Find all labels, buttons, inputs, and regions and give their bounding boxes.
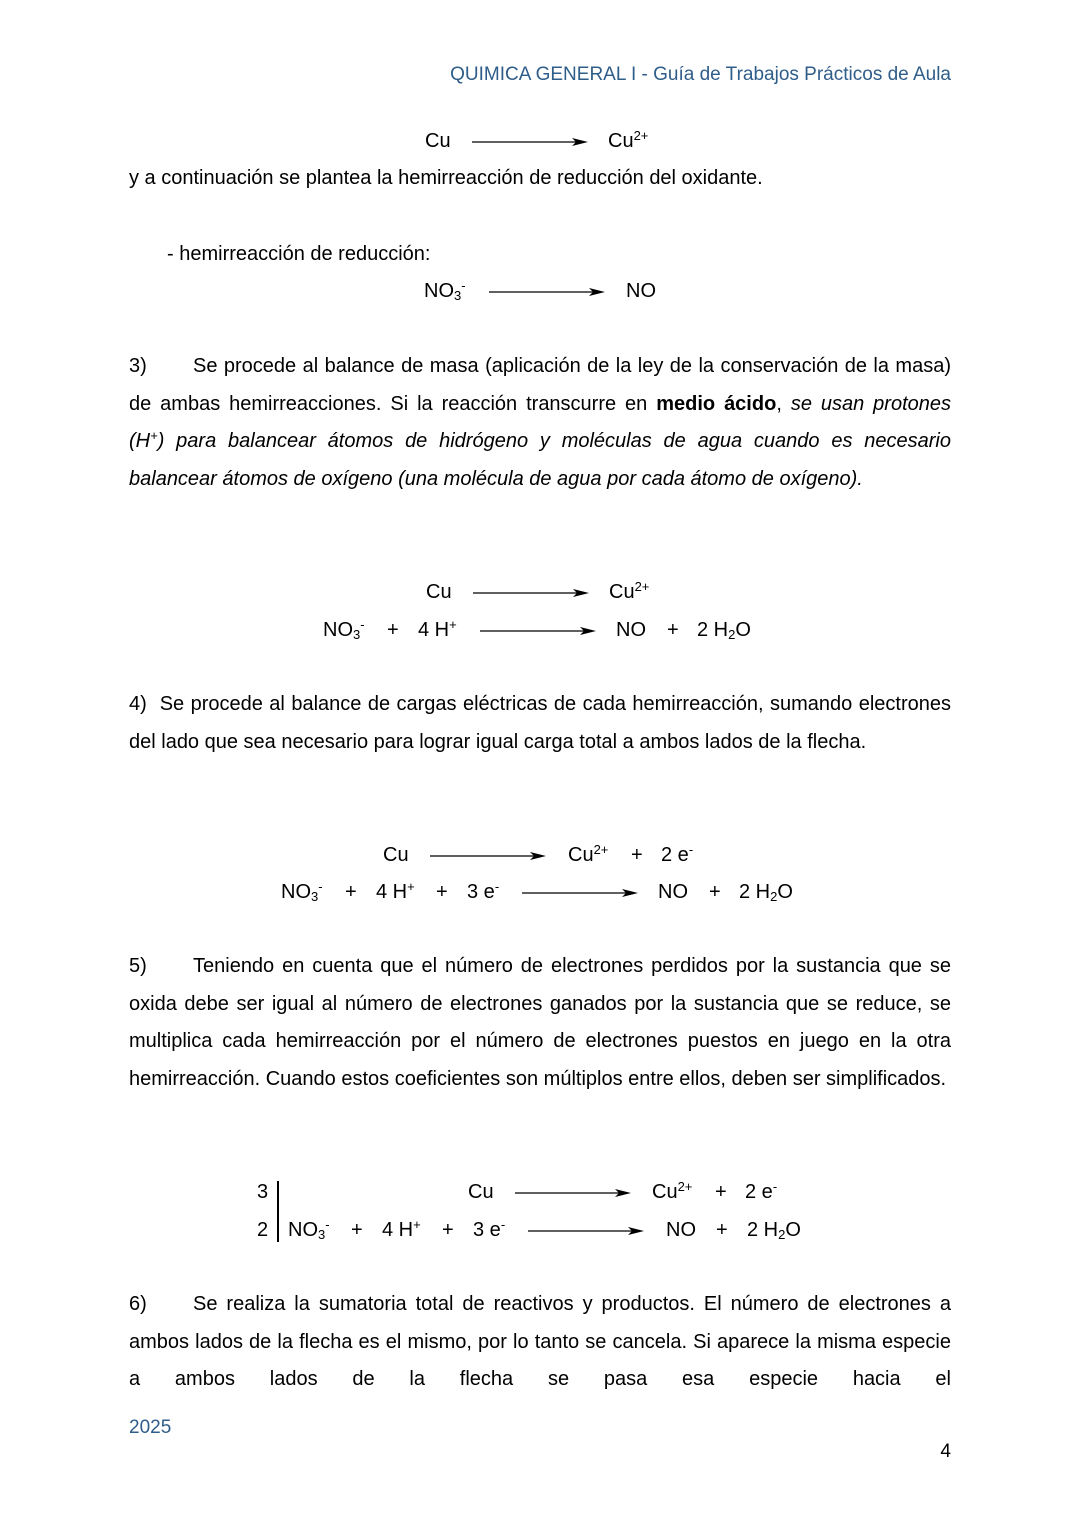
species-cu: Cu (468, 1181, 494, 1203)
step-6: 6) Se realiza la sumatoria total de reactivos y productos. El número de electrones a ambos lados de la flecha es el mismo, por lo tanto se cancela. Si aparece la misma especie a ambos lados de la flecha se pasa esa especie hacia el (129, 1293, 951, 1390)
species-electrons: 2 e- (745, 1179, 778, 1203)
reaction-arrow (522, 888, 638, 898)
species-water: 2 $H_2O$ (747, 1219, 801, 1242)
species-electrons: 3 e- (467, 879, 500, 903)
plus-sign: + (631, 844, 643, 866)
species-cu2: $Cu^{2+}$ (652, 1179, 693, 1203)
species-nitrate: $NO_3^-$ (281, 879, 323, 904)
page-header: QUIMICA GENERAL I - Guía de Trabajos Prácticos de Aula (450, 64, 951, 85)
species-nitrate: $NO_3^-$ (323, 617, 365, 642)
intro-text: y a continuación se plantea la hemirreacción de reducción del oxidante. (129, 167, 763, 189)
species-cu: Cu (383, 844, 409, 866)
plus-sign: + (715, 1181, 727, 1203)
species-no: NO (616, 619, 646, 641)
species-electrons: 2 e- (661, 842, 694, 866)
step-3: 3) Se procede al balance de masa (aplicación de la ley de la conservación de la masa) de ambas hemirreacciones. Si la reacción transcurre en medio ácido, se usan protones (H+) para balancear átomos de hidrógeno y moléculas de agua cuando es necesario balancear átomos de oxígeno (una molécula de agua por cada átomo de oxígeno). (129, 355, 951, 490)
reaction-arrow (480, 626, 596, 636)
species-nitrate: $NO_3^-$ (424, 278, 466, 303)
multiplier-divider (277, 1181, 279, 1242)
species-protons: 4 H+ (418, 617, 457, 641)
species-cu: Cu (426, 581, 452, 603)
multiplier-reduction: 2 (257, 1219, 269, 1241)
plus-sign: + (667, 619, 679, 641)
plus-sign: + (436, 881, 448, 903)
species-electrons: 3 e- (473, 1217, 506, 1241)
species-water: 2 $H_2O$ (739, 881, 793, 904)
step-4: 4) Se procede al balance de cargas eléctricas de cada hemirreacción, sumando electrones del lado que sea necesario para lograr igual carga total a ambos lados de la flecha. (129, 693, 951, 753)
plus-sign: + (387, 619, 399, 641)
multiplier-oxidation: 3 (257, 1181, 269, 1203)
reduction-label: - hemirreacción de reducción: (167, 243, 431, 265)
reaction-arrow (430, 851, 546, 861)
species-water: 2 $H_2O$ (697, 619, 751, 642)
reaction-arrow (515, 1188, 631, 1198)
species-nitrate: $NO_3^-$ (288, 1217, 330, 1242)
species-cu2: $Cu^{2+}$ (609, 579, 650, 603)
reaction-arrow (473, 588, 589, 598)
species-protons: 4 H+ (376, 879, 415, 903)
species-no: NO (658, 881, 688, 903)
species-no: NO (666, 1219, 696, 1241)
footer-year: 2025 (129, 1417, 172, 1438)
plus-sign: + (716, 1219, 728, 1241)
reaction-arrow (472, 137, 588, 147)
page-number: 4 (940, 1441, 951, 1462)
species-cu: Cu (425, 130, 451, 152)
step-5: 5) Teniendo en cuenta que el número de electrones perdidos por la sustancia que se oxida debe ser igual al número de electrones ganados por la sustancia que se reduce, se multiplica cada hemirreacción por el número de electrones puestos en juego en la otra hemirreacción. Cuando estos coeficientes son múltiplos entre ellos, deben ser simplificados. (129, 955, 951, 1090)
plus-sign: + (442, 1219, 454, 1241)
plus-sign: + (345, 881, 357, 903)
reaction-arrow (489, 287, 605, 297)
plus-sign: + (709, 881, 721, 903)
species-cu2: $Cu^{2+}$ (568, 842, 609, 866)
reaction-arrow (528, 1226, 644, 1236)
plus-sign: + (351, 1219, 363, 1241)
species-cu2: $Cu^{2+}$ (608, 128, 649, 152)
species-protons: 4 H+ (382, 1217, 421, 1241)
species-no: NO (626, 280, 656, 302)
